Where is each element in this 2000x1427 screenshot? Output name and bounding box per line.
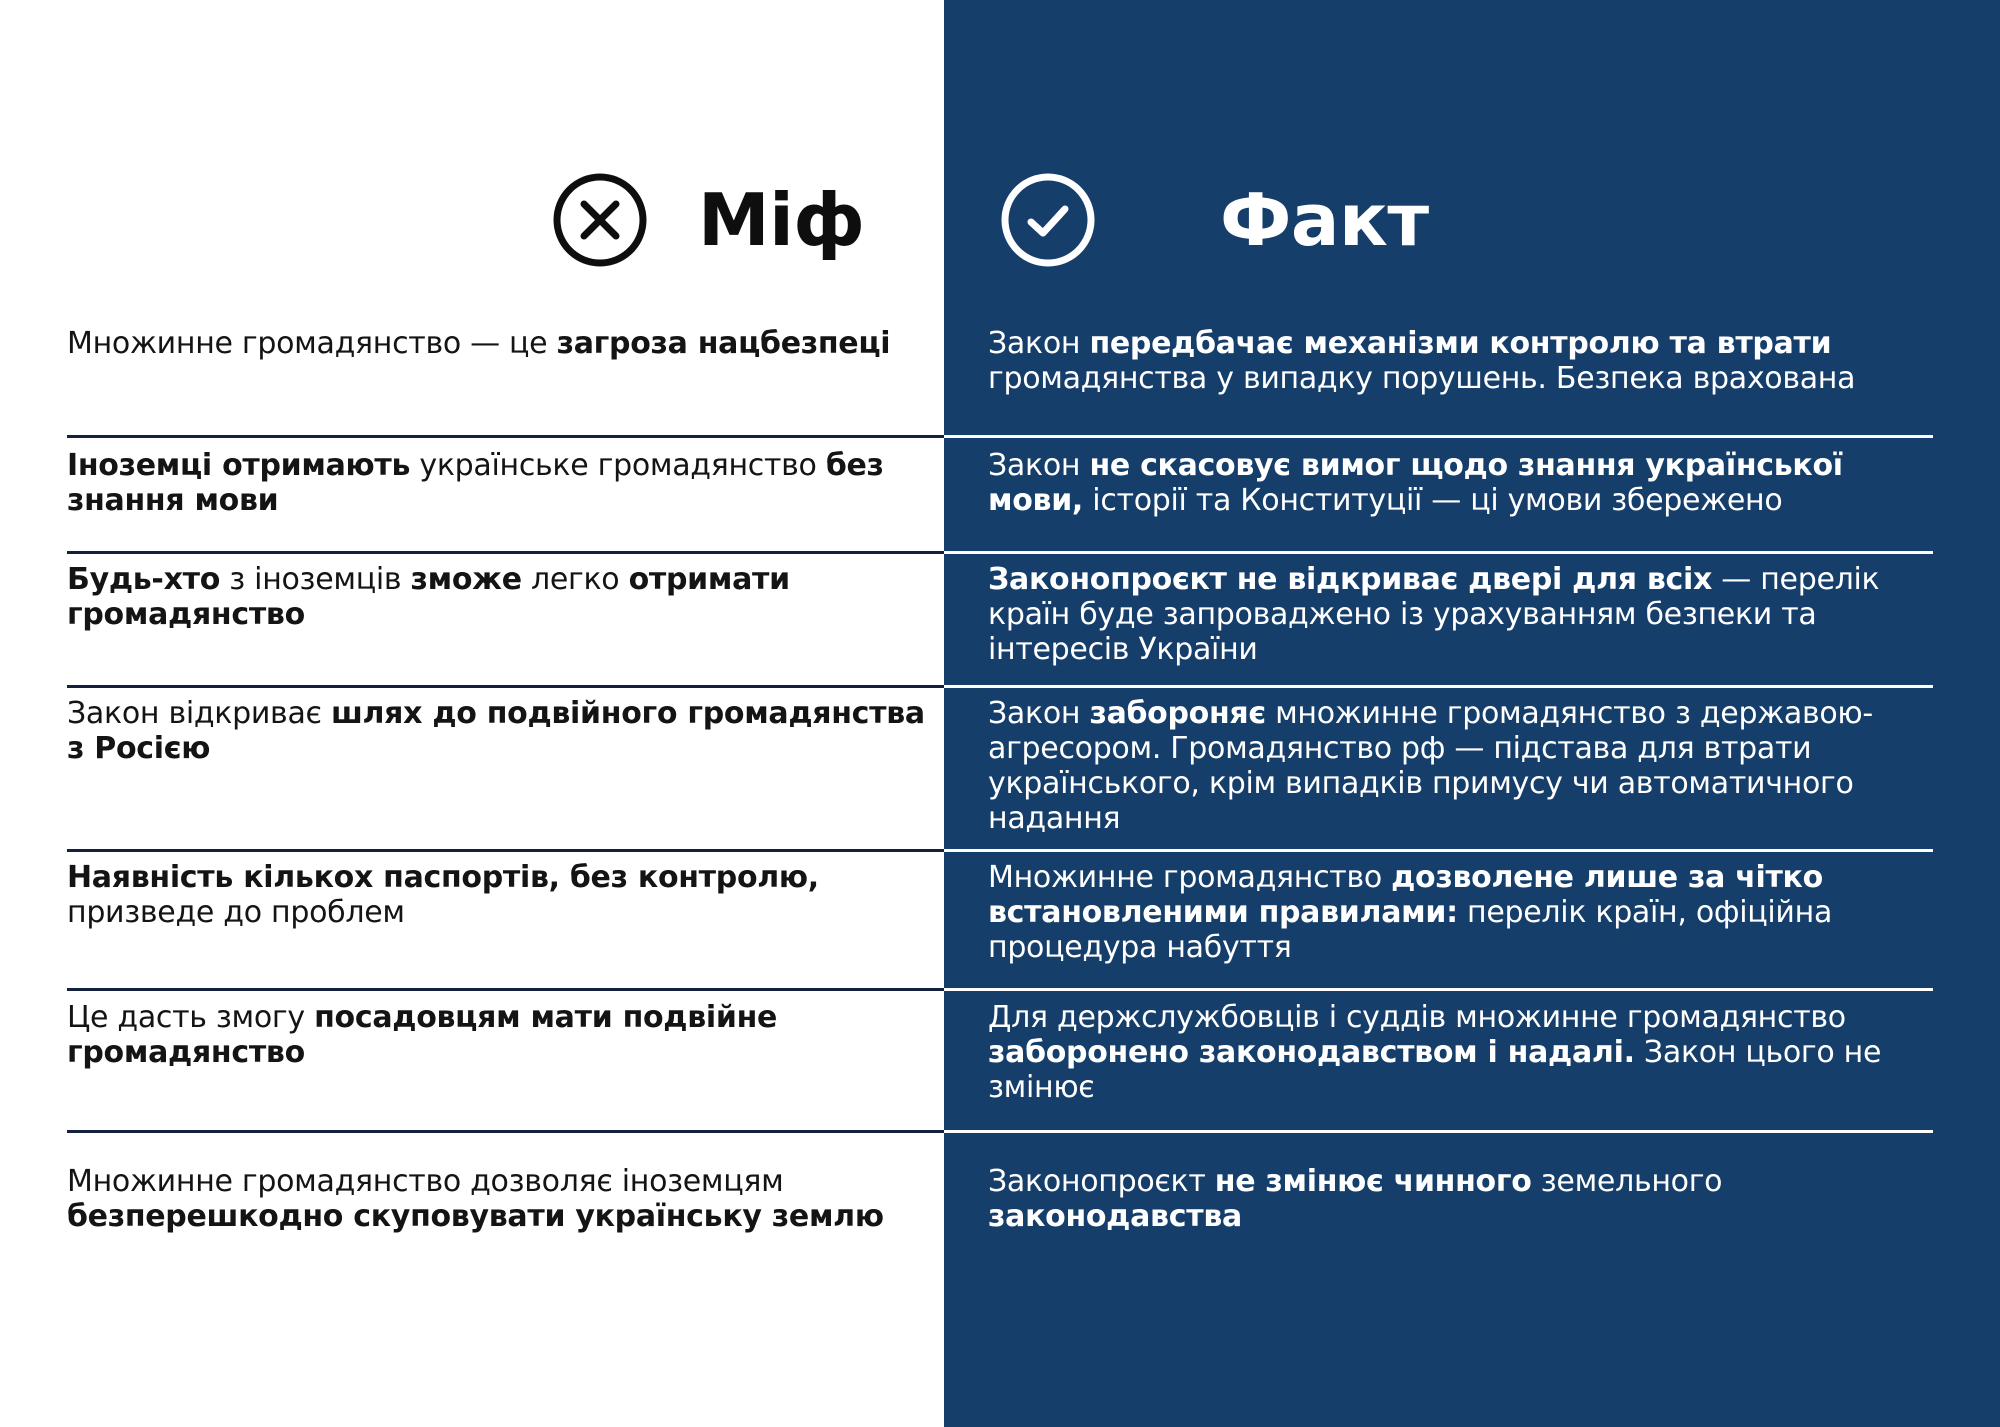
row-divider: [944, 1130, 1933, 1133]
emphasis-text: зможе: [410, 562, 522, 597]
emphasis-text: законодавства: [988, 1199, 1242, 1234]
statement-text: Закон: [988, 448, 1090, 483]
myth-statement: [67, 448, 925, 518]
statement-text: Для держслужбовців і суддів множинне громадянство: [988, 1000, 1846, 1035]
emphasis-text: Будь-хто: [67, 562, 221, 597]
myth-title: Міф: [698, 178, 865, 262]
emphasis-text: дозволене лише за чітко встановленими правилами:: [988, 860, 1823, 930]
emphasis-text: Наявність кількох паспортів, без контролю,: [67, 860, 819, 895]
myth-statement: [67, 1000, 925, 1070]
statement-text: з іноземців: [220, 562, 411, 597]
statement-text: історії та Конституції — ці умови збережено: [1083, 483, 1783, 518]
row-divider: [944, 685, 1933, 688]
check-circle-icon: [1000, 172, 1096, 268]
statement-text: земельного: [1531, 1164, 1723, 1199]
statement-text: Закон відкриває: [67, 696, 331, 731]
row-divider: [67, 551, 944, 554]
row-divider: [944, 435, 1933, 438]
emphasis-text: Іноземці отримають: [67, 448, 411, 483]
fact-statement: [988, 1000, 1900, 1105]
statement-text: Множинне громадянство — це: [67, 326, 557, 361]
statement-text: Закон цього не змінює: [988, 1035, 1882, 1105]
statement-text: Це дасть змогу: [67, 1000, 315, 1035]
row-divider: [944, 849, 1933, 852]
statement-text: легко: [521, 562, 629, 597]
row-divider: [944, 988, 1933, 991]
statement-text: громадянства у випадку порушень. Безпека врахована: [988, 361, 1856, 396]
statement-text: Законопроєкт: [988, 1164, 1215, 1199]
statement-text: Множинне громадянство: [988, 860, 1392, 895]
fact-heading: [1000, 168, 1429, 272]
fact-statement: [988, 1164, 1900, 1234]
emphasis-text: забороняє: [1089, 696, 1266, 731]
emphasis-text: передбачає механізми контролю та втрати: [1089, 326, 1832, 361]
emphasis-text: заборонено законодавством і надалі.: [988, 1035, 1635, 1070]
myth-statement: [67, 1164, 925, 1234]
statement-text: Множинне громадянство дозволяє іноземцям: [67, 1164, 784, 1199]
myth-statement: [67, 326, 925, 361]
row-divider: [67, 435, 944, 438]
statement-text: призведе до проблем: [67, 895, 405, 930]
statement-text: Закон: [988, 326, 1090, 361]
statement-text: Закон: [988, 696, 1090, 731]
myth-heading: [552, 168, 864, 272]
row-divider: [67, 988, 944, 991]
row-divider: [67, 1130, 944, 1133]
fact-statement: [988, 696, 1900, 836]
fact-statement: [988, 326, 1900, 396]
emphasis-text: отримати громадянство: [67, 562, 790, 632]
row-divider: [67, 849, 944, 852]
emphasis-text: не змінює чинного: [1214, 1164, 1532, 1199]
emphasis-text: Законопроєкт не відкриває двері для всіх: [988, 562, 1713, 597]
row-divider: [944, 551, 1933, 554]
emphasis-text: шлях до подвійного громадянства з Росією: [67, 696, 925, 766]
fact-title: Факт: [1220, 178, 1429, 262]
myth-statement: [67, 562, 925, 632]
emphasis-text: загроза нацбезпеці: [556, 326, 891, 361]
statement-text: множинне громадянство з державою-агресором. Громадянство рф — підстава для втрати українського, крім випадків примусу чи автоматичного надання: [988, 696, 1873, 836]
statement-text: перелік країн, офіційна процедура набуття: [988, 895, 1833, 965]
fact-statement: [988, 860, 1900, 965]
fact-statement: [988, 448, 1900, 518]
emphasis-text: без знання мови: [67, 448, 884, 518]
emphasis-text: посадовцям мати подвійне громадянство: [67, 1000, 778, 1070]
cross-circle-icon: [552, 172, 648, 268]
emphasis-text: безперешкодно скуповувати українську землю: [67, 1199, 884, 1234]
statement-text: українське громадянство: [410, 448, 826, 483]
row-divider: [67, 685, 944, 688]
emphasis-text: не скасовує вимог щодо знання української мови,: [988, 448, 1843, 518]
statement-text: — перелік країн буде запроваджено із урахуванням безпеки та інтересів України: [988, 562, 1880, 667]
myth-statement: [67, 696, 925, 766]
myth-statement: [67, 860, 925, 930]
fact-statement: [988, 562, 1900, 667]
